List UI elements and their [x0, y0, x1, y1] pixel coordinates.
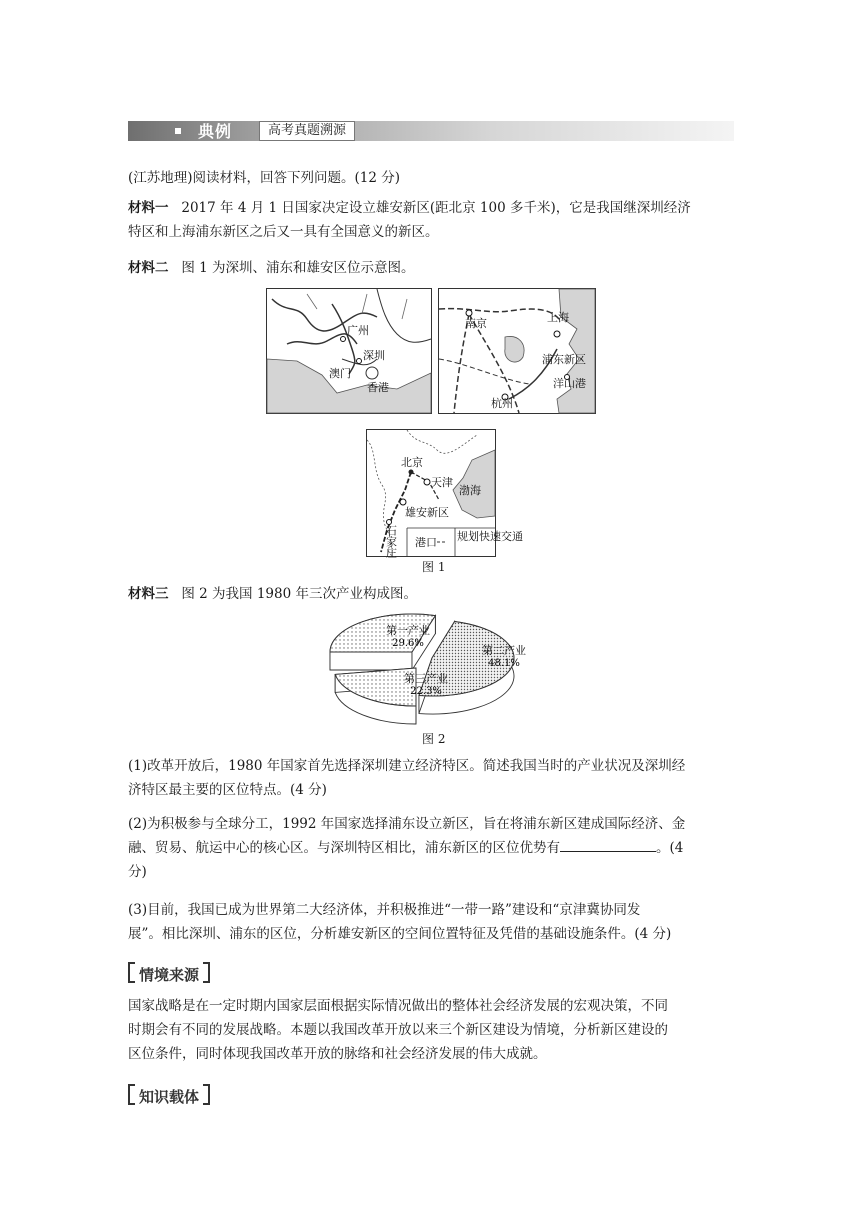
map-shenzhen: [266, 288, 432, 414]
material-3-text: 图 2 为我国 1980 年三次产业构成图。: [181, 586, 417, 602]
pie-chart: [322, 610, 526, 736]
map-label-pudong: 浦东新区: [542, 353, 586, 366]
pie-label-category-3: 第三产业: [404, 672, 448, 685]
pie-label-value-3: 22.3%: [410, 686, 442, 697]
bracket-left-icon: [128, 1084, 135, 1105]
material-3-label: 材料三: [128, 586, 169, 602]
map-label-guangzhou: 广州: [347, 324, 369, 337]
banner-label: 典例: [198, 122, 233, 141]
map-label-xiongan: 雄安新区: [405, 506, 449, 519]
figure-2-caption: 图 2: [422, 732, 446, 746]
pie-chart-svg: [322, 610, 526, 736]
material-1-label: 材料一: [128, 200, 169, 216]
section-context-line3: 区位条件，同时体现我国改革开放的脉络和社会经济发展的伟大成就。: [128, 1046, 547, 1062]
material-1: [128, 196, 736, 244]
question-1-line2: 济特区最主要的区位特点。(4 分): [128, 782, 327, 798]
section-heading-knowledge: [128, 1084, 210, 1107]
bracket-right-icon: [203, 1084, 210, 1105]
map-legend-port: 港口: [415, 536, 437, 549]
section-knowledge-title: 知识载体: [139, 1088, 200, 1106]
question-2-line1: (2)为积极参与全球分工，1992 年国家选择浦东设立新区，旨在将浦东新区建成国际经济、金: [128, 816, 686, 832]
map-label-yangshan: 洋山港: [553, 377, 586, 390]
question-intro: (江苏地理)阅读材料，回答下列问题。(12 分): [128, 170, 401, 186]
map-label-shijiazhuang: 石家庄: [384, 525, 398, 558]
banner-tag: 高考真题溯源: [259, 121, 355, 141]
bracket-left-icon: [128, 962, 135, 983]
figure-1-caption: 图 1: [422, 560, 446, 574]
bracket-right-icon: [203, 962, 210, 983]
banner-bullet-icon: [175, 128, 181, 134]
material-2: [128, 256, 736, 280]
map-label-tianjin: 天津: [431, 476, 453, 489]
pie-label-category-1: 第一产业: [386, 624, 430, 637]
map-label-hongkong: 香港: [367, 381, 389, 394]
section-heading-context: [128, 962, 210, 985]
question-3: [128, 898, 736, 946]
pie-label-value-2: 48.1%: [488, 658, 520, 669]
question-2: [128, 812, 736, 884]
map-label-nanjing: 南京: [465, 317, 487, 330]
material-2-label: 材料二: [128, 260, 169, 276]
question-3-line2: 展”。相比深圳、浦东的区位，分析雄安新区的空间位置特征及凭借的基础设施条件。(4 分): [128, 926, 672, 942]
map-label-shanghai: 上海: [547, 311, 569, 324]
question-3-line1: (3)目前，我国已成为世界第二大经济体，并积极推进“一带一路”建设和“京津冀协同发: [128, 902, 641, 918]
map-label-hangzhou: 杭州: [491, 397, 513, 410]
section-context-body: [128, 994, 736, 1066]
section-banner: [128, 101, 734, 147]
answer-blank[interactable]: [560, 837, 656, 852]
section-context-title: 情境来源: [139, 966, 200, 984]
material-2-text: 图 1 为深圳、浦东和雄安区位示意图。: [181, 260, 415, 276]
question-2-line2a: 融、贸易、航运中心的核心区。与深圳特区相比，浦东新区的区位优势有: [128, 840, 560, 856]
section-context-line2: 时期会有不同的发展战略。本题以我国改革开放以来三个新区建设为情境，分析新区建设的: [128, 1022, 668, 1038]
map-xiongan: [366, 429, 523, 558]
question-2-line3: 分): [128, 864, 147, 880]
map-label-macau: 澳门: [329, 367, 351, 380]
pie-label-category-2: 第二产业: [482, 644, 526, 657]
pie-slice-wall-1-0: [330, 652, 412, 670]
material-1-line2: 特区和上海浦东新区之后又一具有全国意义的新区。: [128, 224, 439, 240]
map-legend-planned-transit: 规划快速交通: [457, 530, 523, 543]
pie-label-value-1: 29.6%: [392, 638, 424, 649]
material-3: [128, 582, 736, 606]
question-1: [128, 754, 736, 802]
section-context-line1: 国家战略是在一定时期内国家层面根据实际情况做出的整体社会经济发展的宏观决策，不同: [128, 998, 668, 1014]
material-1-line1: 2017 年 4 月 1 日国家决定设立雄安新区(距北京 100 多千米)，它是我国继深圳经济: [181, 200, 691, 216]
question-2-line2b: 。(4: [656, 840, 684, 856]
map-label-shenzhen: 深圳: [363, 349, 385, 362]
question-1-line1: (1)改革开放后，1980 年国家首先选择深圳建立经济特区。简述我国当时的产业状况及深圳经: [128, 758, 686, 774]
map-pudong: [438, 288, 596, 414]
map-label-beijing: 北京: [401, 456, 423, 469]
map-label-bohai: 渤海: [459, 484, 481, 497]
